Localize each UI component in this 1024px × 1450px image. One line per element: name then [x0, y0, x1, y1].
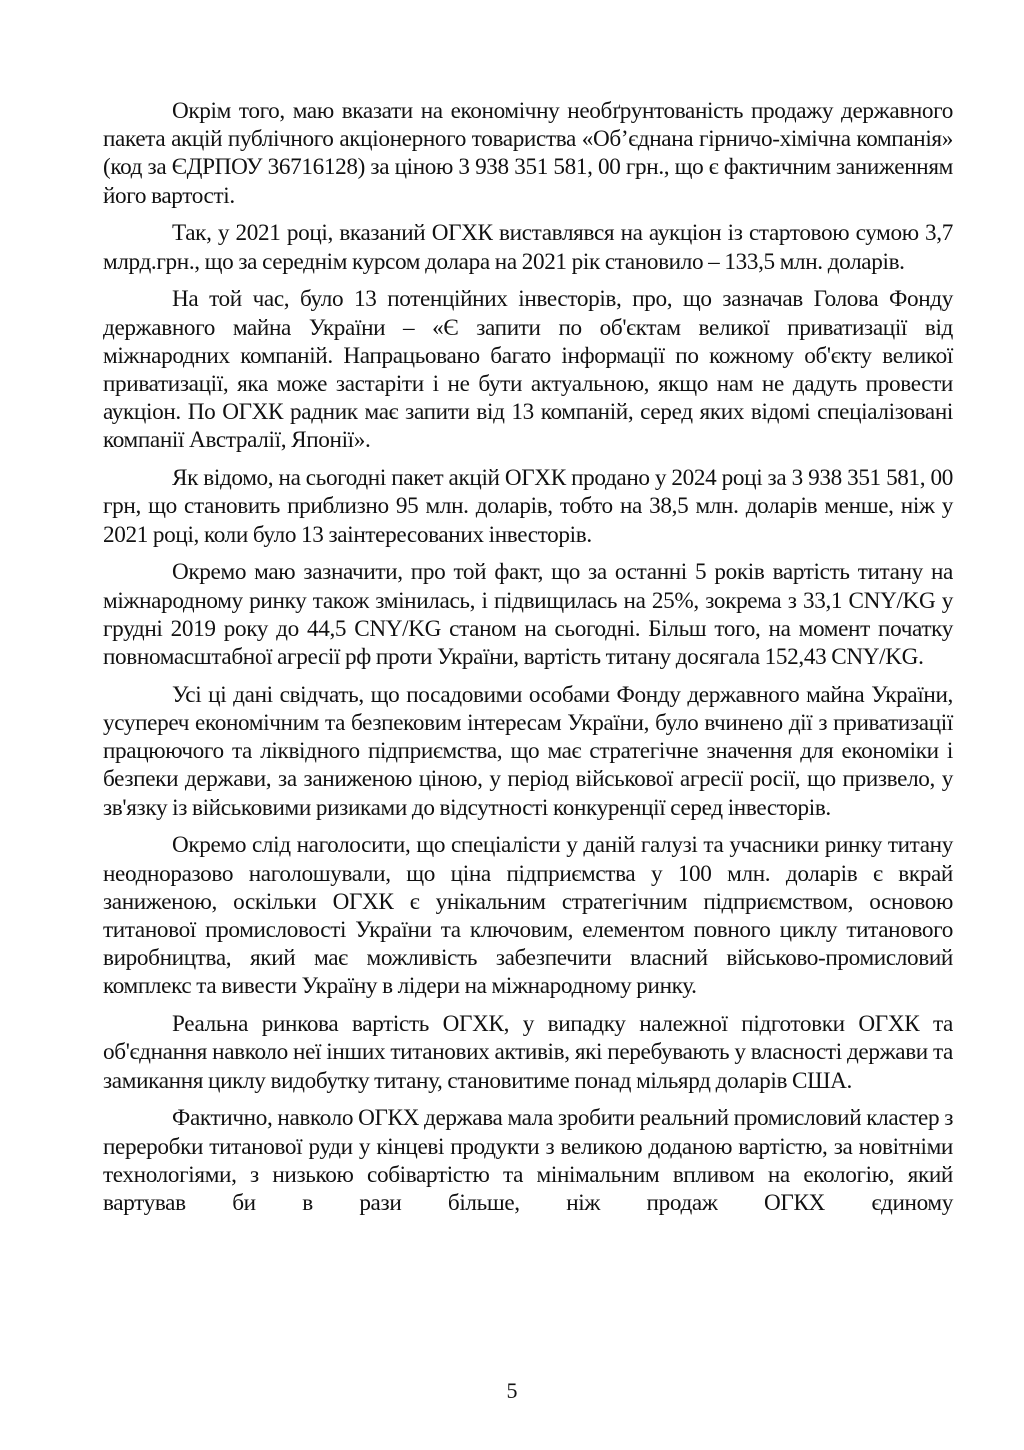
paragraph-2024-sale: Як відомо, на сьогодні пакет акцій ОГХК продано у 2024 році за 3 938 351 581, 00 грн, що становить приблизно 95 млн. доларів, тобто на 38,5 млн. доларів менше, ніж у 2021 році, коли було 13 заінтересованих інвесторів. [103, 465, 953, 548]
paragraph-industrial-cluster: Фактично, навколо ОГКХ держава мала зробити реальний промисловий кластер з переробки титанової руди у кінцеві продукти з великою доданою вартістю, за новітніми технологіями, з низькою собівартістю та мінімальним впливом на екологію, який вартував би в рази більше, ніж продаж ОГКХ єдиному [103, 1105, 953, 1217]
paragraph-real-market-value: Реальна ринкова вартість ОГХК, у випадку належної підготовки ОГХК та об'єднання навколо неї інших титанових активів, які перебувають у власності держави та замикання циклу видобутку титану, становитиме понад мільярд доларів США. [103, 1011, 953, 1094]
paragraph-2021-auction: Так, у 2021 році, вказаний ОГХК виставлявся на аукціон із стартовою сумою 3,7 млрд.грн., що за середнім курсом долара на 2021 рік становило – 133,5 млн. доларів. [103, 220, 953, 275]
paragraph-potential-investors: На той час, було 13 потенційних інвесторів, про, що зазначав Голова Фонду державного майна України – «Є запити по об'єктам великої приватизації від міжнародних компаній. Напрацьовано багато інформації по кожному об'єкту великої приватизації, яка може застаріти і не бути актуальною, якщо нам не дадуть провести аукціон. По ОГХК радник має запити від 13 компаній, серед яких відомі спеціалізовані компанії Австралії, Японії». [103, 286, 953, 454]
paragraph-underpricing-intro: Окрім того, маю вказати на економічну необґрунтованість продажу державного пакета акцій публічного акціонерного товариства «Об’єднана гірничо-хімічна компанія» (код за ЄДРПОУ 36716128) за ціною 3 938 351 581, 00 грн., що є фактичним заниженням його вартості. [103, 98, 953, 209]
document-page [103, 97, 953, 1227]
paragraph-experts-opinion: Окремо слід наголосити, що спеціалісти у даній галузі та учасники ринку титану неодноразово наголошували, що ціна підприємства у 100 млн. доларів є вкрай заниженою, оскільки ОГХК є унікальним стратегічним підприємством, основою титанової промисловості України та ключовим, елементом повного циклу титанового виробництва, який має можливість забезпечити власний військово-промисловий комплекс та вивести Україну в лідери на міжнародному ринку. [103, 832, 953, 1000]
paragraph-titanium-price: Окремо маю зазначити, про той факт, що за останні 5 років вартість титану на міжнародному ринку також змінилась, і підвищилась на 25%, зокрема з 33,1 CNY/KG у грудні 2019 року до 44,5 CNY/KG станом на сьогодні. Більш того, на момент початку повномасштабної агресії рф проти України, вартість титану досягала 152,43 CNY/KG. [103, 559, 953, 671]
paragraph-officials-actions: Усі ці дані свідчать, що посадовими особами Фонду державного майна України, усупереч економічним та безпековим інтересам України, було вчинено дії з приватизації працюючого та ліквідного підприємства, що має стратегічне значення для економіки і безпеки держави, за заниженою ціною, у період військової агресії росії, що призвело, у зв'язку із військовими ризиками до відсутності конкуренції серед інвесторів. [103, 681, 953, 821]
page-number: 5 [506, 1378, 518, 1403]
